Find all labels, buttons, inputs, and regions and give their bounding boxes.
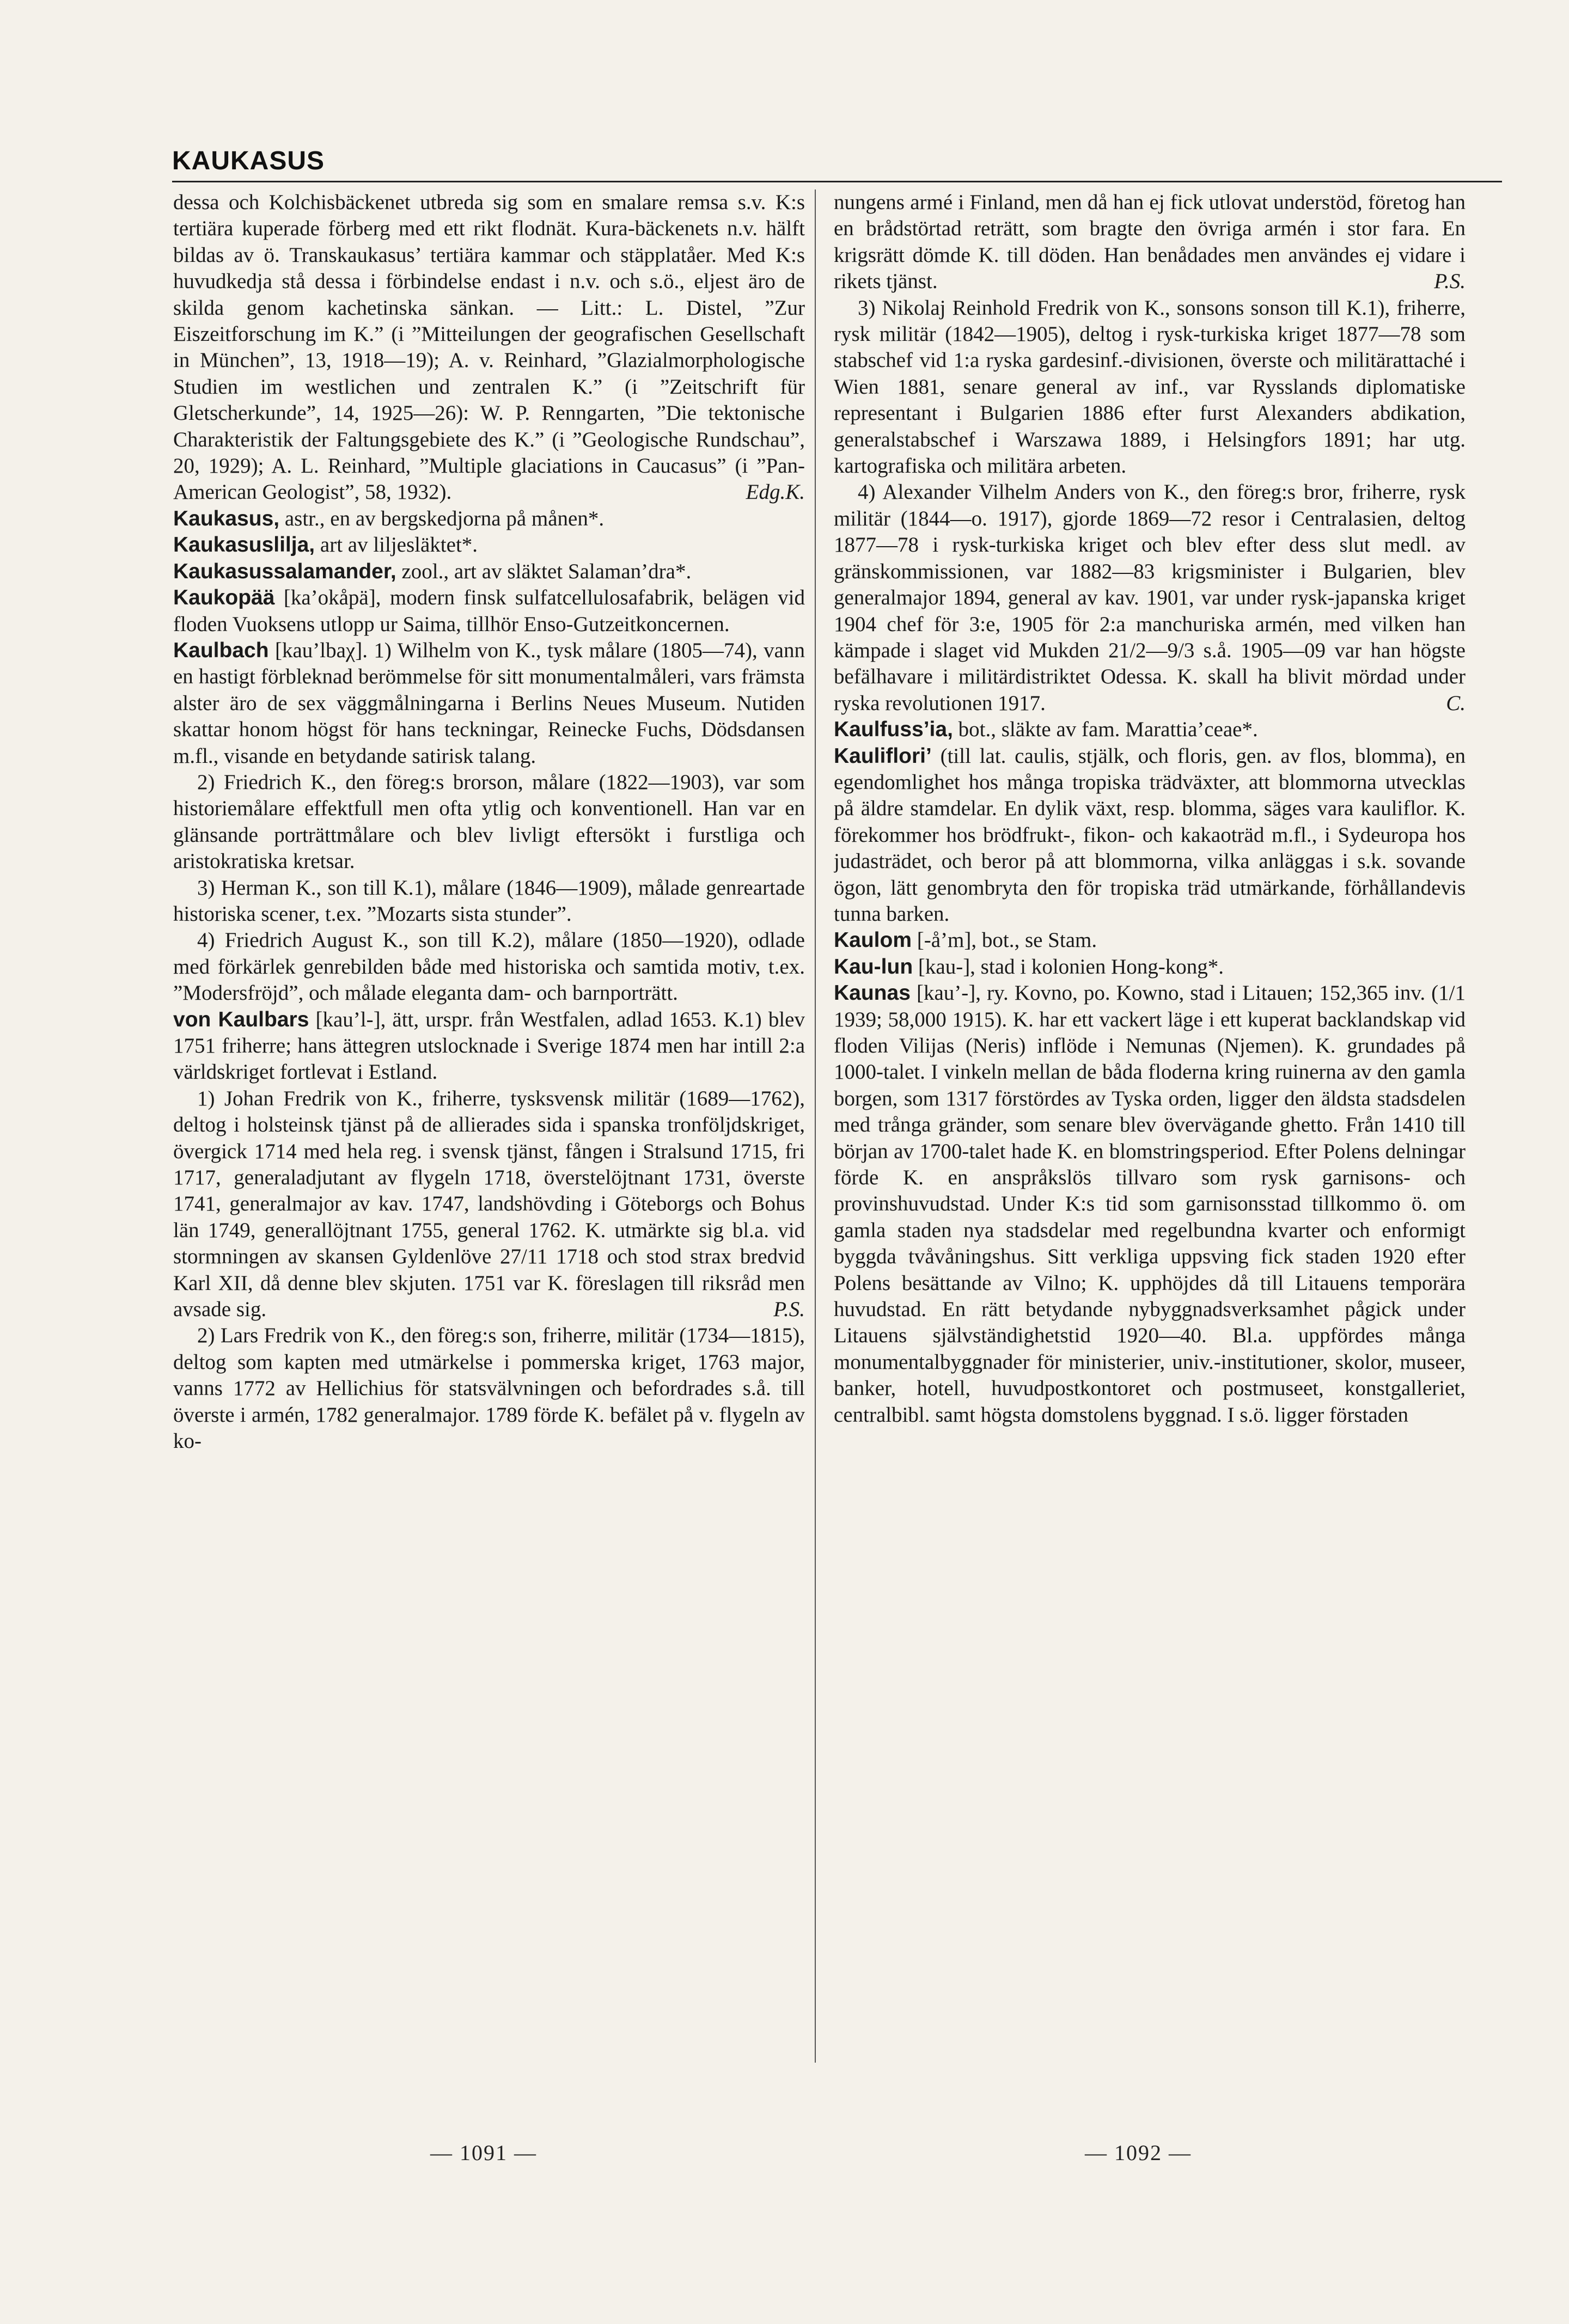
column-divider xyxy=(815,189,816,2063)
sub-entry: 3) Herman K., son till K.1), målare (1846—1909), målade genreartade historiska scener, t.ex. ”Mozarts sista stunder”. xyxy=(173,876,805,926)
header-title: KAUKASUS xyxy=(172,146,325,175)
left-column xyxy=(173,189,805,2068)
entry-text: bot., släkte av fam. Marattia’ceae*. xyxy=(953,718,1258,742)
author-signature: C. xyxy=(1446,691,1466,715)
entry xyxy=(834,743,1466,928)
sub-entry: 4) Alexander Vilhelm Anders von K., den föreg:s bror, friherre, rysk militär (1844—o. 1917), gjorde 1869—72 resor i Centralasien, deltog 1877—78 i rysk-turkiska kriget och blev efter dess slut medl. av gränskommissionen, var 1882—83 krigsminister i Bulgarien, blev generalmajor 1894, general av kav. 1901, var under rysk-japanska kriget 1904 chef för 3:e, 1905 för 2:a manchuriska armén, med vilken han kämpade i slaget vid Mukden 21/2—9/3 s.å. 1905—09 var han högste befälhavare i militärdistriktet Odessa. K. skall ha blivit mördad under ryska revolutionen 1917. C. xyxy=(834,479,1466,717)
entry-text: [ka’okåpä], modern finsk sulfatcellulosafabrik, belägen vid floden Vuoksens utlopp ur Saima, tillhör Enso-Gutzeitkoncernen. xyxy=(173,586,805,636)
sub-entry: 1) Johan Fredrik von K., friherre, tysksvensk militär (1689—1762), deltog i holsteinsk tjänst på de allierades sida i spanska tronföljdskriget, övergick 1714 med hela reg. i svensk tjänst, fången i Stralsund 1715, fri 1717, generaladjutant av flygeln 1718, överstelöjtnant 1731, överste 1741, generalmajor av kav. 1747, landshövding i Göteborgs och Bohus län 1749, generallöjtnant 1755, general 1762. K. utmärkte sig bl.a. vid stormningen av skansen Gyldenlöve 27/11 1718 och stod strax bredvid Karl XII, då denne blev skjuten. 1751 var K. föreslagen till riksråd men avsade sig. P.S. xyxy=(173,1086,805,1323)
entry xyxy=(173,506,805,532)
entry-headword: Kauliflori’ xyxy=(834,744,932,768)
entry xyxy=(173,638,805,769)
entry-text: [kau’lbaχ]. 1) Wilhelm von K., tysk målare (1805—74), vann en hastigt förbleknad berömmelse för sitt monumentalmåleri, vars främsta alster äro de sex väggmålningarna i Berlins Neues Museum. Nutiden skattar honom högst för hans teckningar, Reinecke Fuchs, Dödsdansen m.fl., visande en betydande satirisk talang. xyxy=(173,638,805,768)
entry-headword: Kaulbach xyxy=(173,638,269,662)
entry-headword: von Kaulbars xyxy=(173,1007,309,1031)
right-column xyxy=(834,189,1466,2068)
entry-headword: Kaukasuslilja, xyxy=(173,533,315,557)
sub-entry: 2) Lars Fredrik von K., den föreg:s son, friherre, militär (1734—1815), deltog som kapten med utmärkelse i pommerska kriget, 1763 major, vanns 1772 av Hellichius för statsvälvningen och befordrades s.å. till överste i armén, 1782 generalmajor. 1789 förde K. befälet på v. flygeln av ko- xyxy=(173,1324,805,1453)
entry-text: (till lat. caulis, stjälk, och floris, gen. av flos, blomma), en egendomlighet hos många tropiska trädväxter, att blommorna utvecklas på äldre stamdelar. En dylik växt, resp. blomma, säges vara kauliflor. K. förekommer hos brödfrukt-, fikon- och kakaoträd m.fl., i Sydeuropa hos judasträdet, och beror på att blommorna, vilka anläggas i s.k. sovande ögon, lätt genombryta den för tropiska träd utmärkande, förhållandevis tunna barken. xyxy=(834,744,1466,926)
entry-text: [kau’l-], ätt, urspr. från Westfalen, adlad 1653. K.1) blev 1751 friherre; hans ättegren utslocknade i Sverige 1874 men har intill 2:a världskriget fortlevat i Estland. xyxy=(173,1007,805,1084)
sub-entry: 2) Friedrich K., den föreg:s brorson, målare (1822—1903), var som historiemålare effektfull men ofta ytlig och konventionell. Han var en glänsande porträttmålare och blev livligt eftersökt i furstliga och aristokratiska kretsar. xyxy=(173,770,805,873)
entry-headword: Kaulfuss’ia, xyxy=(834,718,953,742)
page-number-right: — 1092 — xyxy=(1085,2140,1192,2165)
entry-headword: Kaunas xyxy=(834,981,911,1005)
running-header xyxy=(172,146,1513,179)
entry xyxy=(834,717,1466,743)
entry-text: zool., art av släktet Salaman’dra*. xyxy=(396,559,692,583)
entry xyxy=(834,954,1466,980)
entry-headword: Kaukasus, xyxy=(173,506,280,530)
entry-headword: Kaukopää xyxy=(173,586,275,610)
paragraph: nungens armé i Finland, men då han ej fick utlovat understöd, företog han en brådstörtad reträtt, som bragte den övriga armén i stor fara. En krigsrätt dömde K. till döden. Han benådades men användes ej vidare i rikets tjänst. P.S. xyxy=(834,189,1466,295)
page-number-left: — 1091 — xyxy=(430,2140,537,2165)
header-rule xyxy=(172,181,1502,182)
sub-entry: 4) Friedrich August K., son till K.2), målare (1850—1920), odlade med förkärlek genrebilden både med historiska och samtida motiv, t.ex. ”Modersfröjd”, och målade eleganta dam- och barnporträtt. xyxy=(173,928,805,1005)
entry xyxy=(173,532,805,558)
paragraph: dessa och Kolchisbäckenet utbreda sig som en smalare remsa s.v. K:s tertiära kuperade förberg med ett rikt flodnät. Kura-bäckenets n.v. hälft bildas av ö. Transkaukasus’ tertiära kammar och stäpplatåer. Med K:s huvudkedja stå dessa i förbindelse endast i n.v. och s.ö., eljest äro de skilda genom kachetinska sänkan. — Litt.: L. Distel, ”Zur Eiszeitforschung im K.” (i ”Mitteilungen der geografischen Gesellschaft in München”, 13, 1918—19); A. v. Reinhard, ”Glazialmorphologische Studien im westlichen und zentralen K.” (i ”Zeitschrift für Gletscherkunde”, 14, 1925—26): W. P. Renngarten, ”Die tektonische Charakteristik der Faltungsgebiete des K.” (i ”Geologische Rundschau”, 20, 1929); A. L. Reinhard, ”Multiple glaciations in Caucasus” (i ”Pan-American Geologist”, 58, 1932). Edg.K. xyxy=(173,189,805,506)
entry-text: [-å’m], bot., se Stam. xyxy=(912,928,1097,952)
sub-entry: 3) Nikolaj Reinhold Fredrik von K., sonsons sonson till K.1), friherre, rysk militär (1842—1905), deltog i rysk-turkiska kriget 1877—78 som stabschef vid 1:a ryska gardesinf.-divisionen, överste och militärattaché i Wien 1881, senare general av inf., var Rysslands diplomatiske representant i Bulgarien 1886 efter furst Alexanders abdikation, generalstabschef i Warszawa 1889, i Helsingfors 1891; har utg. kartografiska och militära arbeten. xyxy=(834,296,1466,478)
entry-text: art av liljesläktet*. xyxy=(315,533,478,557)
author-signature: Edg.K. xyxy=(746,480,805,504)
entry-headword: Kaulom xyxy=(834,928,912,952)
entry xyxy=(173,585,805,638)
entry xyxy=(173,1007,805,1086)
entry xyxy=(834,927,1466,953)
author-signature: P.S. xyxy=(773,1298,805,1322)
entry-text: [kau-], stad i kolonien Hong-kong*. xyxy=(913,955,1224,978)
entry-headword: Kaukasussalamander, xyxy=(173,559,396,583)
entry-text: astr., en av bergskedjorna på månen*. xyxy=(279,506,605,530)
entry xyxy=(173,559,805,585)
entry-headword: Kau-lun xyxy=(834,955,913,978)
entry xyxy=(834,980,1466,1428)
author-signature: P.S. xyxy=(1434,270,1466,293)
entry-text: [kau’-], ry. Kovno, po. Kowno, stad i Litauen; 152,365 inv. (1/1 1939; 58,000 1915). K. har ett vackert läge i ett kuperat backlandskap vid floden Vilijas (Neris) inflöde i Nemunas (Njemen). K. grundades på 1000-talet. I vinkeln mellan de båda floderna kring ruinerna av den gamla borgen, som 1317 förstördes av Tyska orden, ligger den äldsta stadsdelen med trånga gränder, som senare blev övervägande ghetto. Från 1410 till början av 1700-talet hade K. en blomstringsperiod. Efter Polens delningar förde K. en anspråkslös tillvaro som rysk garnisons- och provinshuvudstad. Under K:s tid som garnisonsstad tillkommo ö. om gamla staden nya stadsdelar med regelbundna kvarter och enformigt byggda tvåvåningshus. Sitt verkliga uppsving fick staden 1920 efter Polens besättande av Vilno; K. upphöjdes då till Litauens temporära huvudstad. En rätt betydande nybyggnadsverksamhet pågick under Litauens självständighetstid 1920—40. Bl.a. uppfördes många monumentalbyggnader för ministerier, univ.-institutioner, skolor, museer, banker, hotell, huvudpostkontoret och postmuseet, konstgalleriet, centralbibl. samt högsta domstolens byggnad. I s.ö. ligger förstaden xyxy=(834,981,1466,1427)
